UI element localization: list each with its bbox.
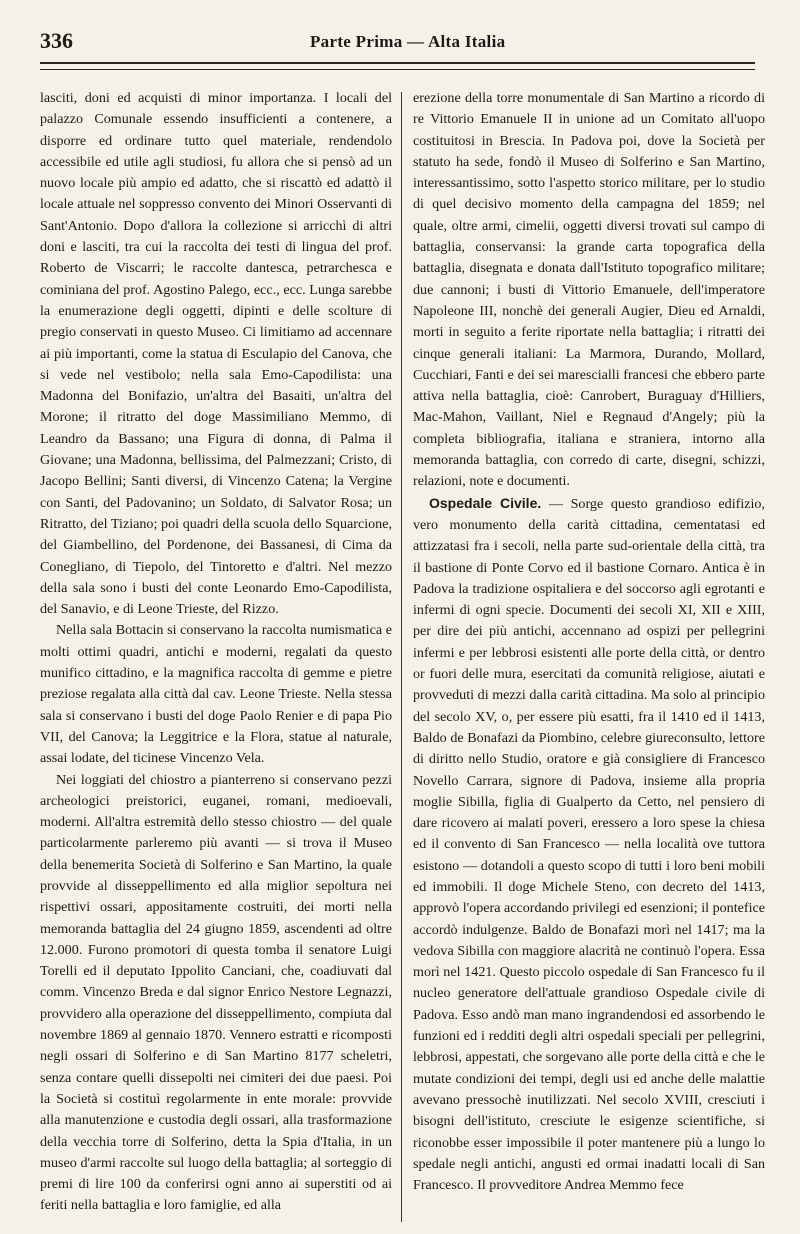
header-rule bbox=[40, 62, 755, 64]
section-heading: Ospedale Civile. bbox=[429, 494, 542, 511]
section-paragraph bbox=[413, 493, 765, 1197]
paragraph: Nei loggiati del chiostro a pianterreno si conservano pezzi archeologici preistorici, euganei, romani, medioevali, moderni. All'altra estremità dello stesso chiostro — del quale particolarmente parleremo più avanti — si trova il Museo della benemerita Società di Solferino e San Martino, la quale provvide al disseppellimento ed alla miglior sepoltura nei rispettivi ossari, appositamente costruiti, dei morti nella memoranda battaglia del 24 giugno 1859, ascendenti ad oltre 12.000. Furono promotori di questa tomba il senatore Luigi Torelli ed il deputato Ippolito Canciani, che, coadiuvati dal comm. Vincenzo Breda e dal signor Enrico Nestore Legnazzi, provvidero alla operazione del disseppellimento, compiuta dal novembre 1869 al gennaio 1870. Vennero estratti e ricomposti negli ossari di Solferino e di San Martino 8177 scheletri, senza contare quelli dissepolti nei cimiteri dei due paesi. Poi la Società si costituì regolarmente in ente morale: provvide alla manutenzione e custodia degli ossari, alla trasformazione della vecchia torre di Solferino, detta la Spia d'Italia, in un museo d'armi raccolte sul luogo della battaglia; al sorteggio di premi di lire 100 da conferirsi ogni anno ai superstiti od ai feriti nella battaglia e loro famiglie, ed alla bbox=[40, 771, 392, 1214]
paragraph: Nella sala Bottacin si conservano la raccolta numismatica e molti ottimi quadri, antichi e moderni, regalati da questo munifico cittadino, e la magnifica raccolta di gemme e pietre preziose regalata alla città dal cav. Leone Trieste. Nella stessa sala si conservano i busti del doge Paolo Renier e di papa Pio VII, del Canova; la Leggitrice e la Flora, statue al naturale, assai lodate, del ticinese Vincenzo Vela. bbox=[40, 622, 392, 767]
section-text: — Sorge questo grandioso edifizio, vero monumento della carità cittadina, cementatasi ed attizzatasi fra i secoli, nella parte sud-orientale della città, tra il bastione di Ponte Corvo ed il bastione Cornaro. Antica è in Padova la tradizione ospitaliera e del soccorso agli egrotanti e infermi di ogni specie. Documenti dei secoli XI, XII e XIII, per dire dei più antichi, accennano ad ospizi per pellegrini infermi e per lebbrosi esistenti alle porte della città, or dentro or fuori delle mura, esercitati da comunità religiose, aiutati e provveduti di mezzi dalla carità cittadina. Ma solo al principio del secolo XV, o, per essere più esatti, fra il 1410 ed il 1413, Baldo de Bonafazi da Piombino, celebre giureconsulto, lettore di diritto nello Studio, oratore e già consigliere di Francesco Novello Carrara, signore di Padova, insieme alla propria moglie Sibilla, figlia di Gualperto da Cetto, nel pensiero di dare ricovero ai malati poveri, eressero a loro spese la chiesa ed il convento di San Francesco — nella località ove tuttora esistono — dotandoli a questo scopo di tutti i loro beni mobili ed immobili. Il doge Michele Steno, con decreto del 1413, approvò l'opera accordando privilegi ed esenzioni; il pontefice accordò indulgenze. Baldo de Bonafazi morì nel 1417; ma la vedova Sibilla con maggiore alacrità ne continuò l'opera. Essa morì nel 1421. Questo piccolo ospedale di San Francesco fu il nucleo generatore dell'attuale grandioso Ospedale civile di Padova. Esso andò man mano ingrandendosi ed assorbendo le funzioni ed i redditi degli altri ospedali speciali per pellegrini, lebbrosi, appestati, che sorgevano alle porte della città e che le mutate condizioni dei tempi, degli usi ed anche delle malattie avevano pressochè inutilizzati. Nel secolo XVIII, cresciuti i bisogni dell'istituto, cresciute le esigenze scientifiche, si riconobbe esser impossibile il poter mantenere più a lungo lo spedale negli antichi, angusti ed ormai inadatti locali di San Francesco. Il provveditore Andrea Memmo fece bbox=[413, 495, 765, 1194]
page-header bbox=[40, 28, 755, 58]
header-rule-thin bbox=[40, 69, 755, 70]
running-head: Parte Prima — Alta Italia bbox=[310, 32, 506, 51]
page-number: 336 bbox=[40, 28, 73, 53]
paragraph: erezione della torre monumentale di San Martino a ricordo di re Vittorio Emanuele II in unione ad un Comitato all'uopo costituitosi in Brescia. In Padova poi, dove la Società per statuto ha sede, fondò il Museo di Solferino e San Martino, interessantissimo, sotto l'aspetto storico militare, per lo studio di quel decisivo momento della campagna del 1859; nel quale, oltre armi, cimelii, oggetti diversi trovati sul campo di battaglia, conservansi: la grande carta topografica della battaglia, disegnata e donata dall'Istituto topografico militare; due cannoni; i busti di Vittorio Emanuele, dell'imperatore Napoleone III, nonchè dei generali Augier, Dieu ed Arnaldi, morti in seguito a ferite riportate nella battaglia; i ritratti dei cinque generali italiani: La Marmora, Durando, Mollard, Cucchiari, Fanti e dei sei marescialli francesi che ebbero parte attiva nella battaglia, cioè: Canrobert, Buraguay d'Hilliers, Mac-Mahon, Vaillant, Niel e Regnaud d'Angely; più la completa bibliografia, italiana e straniera, intorno alla memoranda battaglia, con corredo di carte, disegni, schizzi, relazioni, note e documenti. bbox=[413, 90, 765, 490]
paragraph: lasciti, doni ed acquisti di minor importanza. I locali del palazzo Comunale essendo insufficienti a contenere, a disporre ed ordinare tutto quel materiale, rendendolo accessibile ed utile agli studiosi, fu allora che si pensò ad un nuovo locale più ampio ed adatto, che si riscattò ed adattò il locale attuale nel soppresso convento dei Minori Osservanti di Sant'Antonio. Dopo d'allora la collezione si arricchì di altri doni e lasciti, tra cui la raccolta dei testi di lingua del prof. Roberto de Viscarri; le raccolte dantesca, petrarchesca e cominiana del prof. Agostino Palego, ecc., ecc. Lunga sarebbe la enumerazione degli oggetti, dipinti e delle scolture di pregio conservati in questo Museo. Ci limitiamo ad accennare ai più importanti, come la statua di Esculapio del Canova, che si vede nel vestibolo; nella sala Emo-Capodilista: una Madonna del Bonifazio, un'altra del Basaiti, un'altra del Morone; il ritratto del doge Massimiliano Memmo, di Leandro da Bassano; una Figura di donna, di Palma il Giovane; una Madonna, bellissima, del Palmezzani; Cristo, di Jacopo Bellini; Santi diversi, di Vincenzo Catena; la Vergine con Santi, del Padovanino; un Soldato, di Salvator Rosa; un Ritratto, del Tiziano; poi quadri della scuola dello Squarcione, del Giambellino, del Pordenone, dei Bassanesi, di Cima da Conegliano, di Tiepolo, del Tintoretto e d'altri. Nel mezzo della sala sono i busti del conte Leonardo Emo-Capodilista, del Sanavio, e di Leone Trieste, del Rizzo. bbox=[40, 90, 392, 618]
left-column bbox=[40, 88, 392, 1228]
column-divider bbox=[401, 92, 402, 1222]
right-column bbox=[413, 88, 765, 1228]
